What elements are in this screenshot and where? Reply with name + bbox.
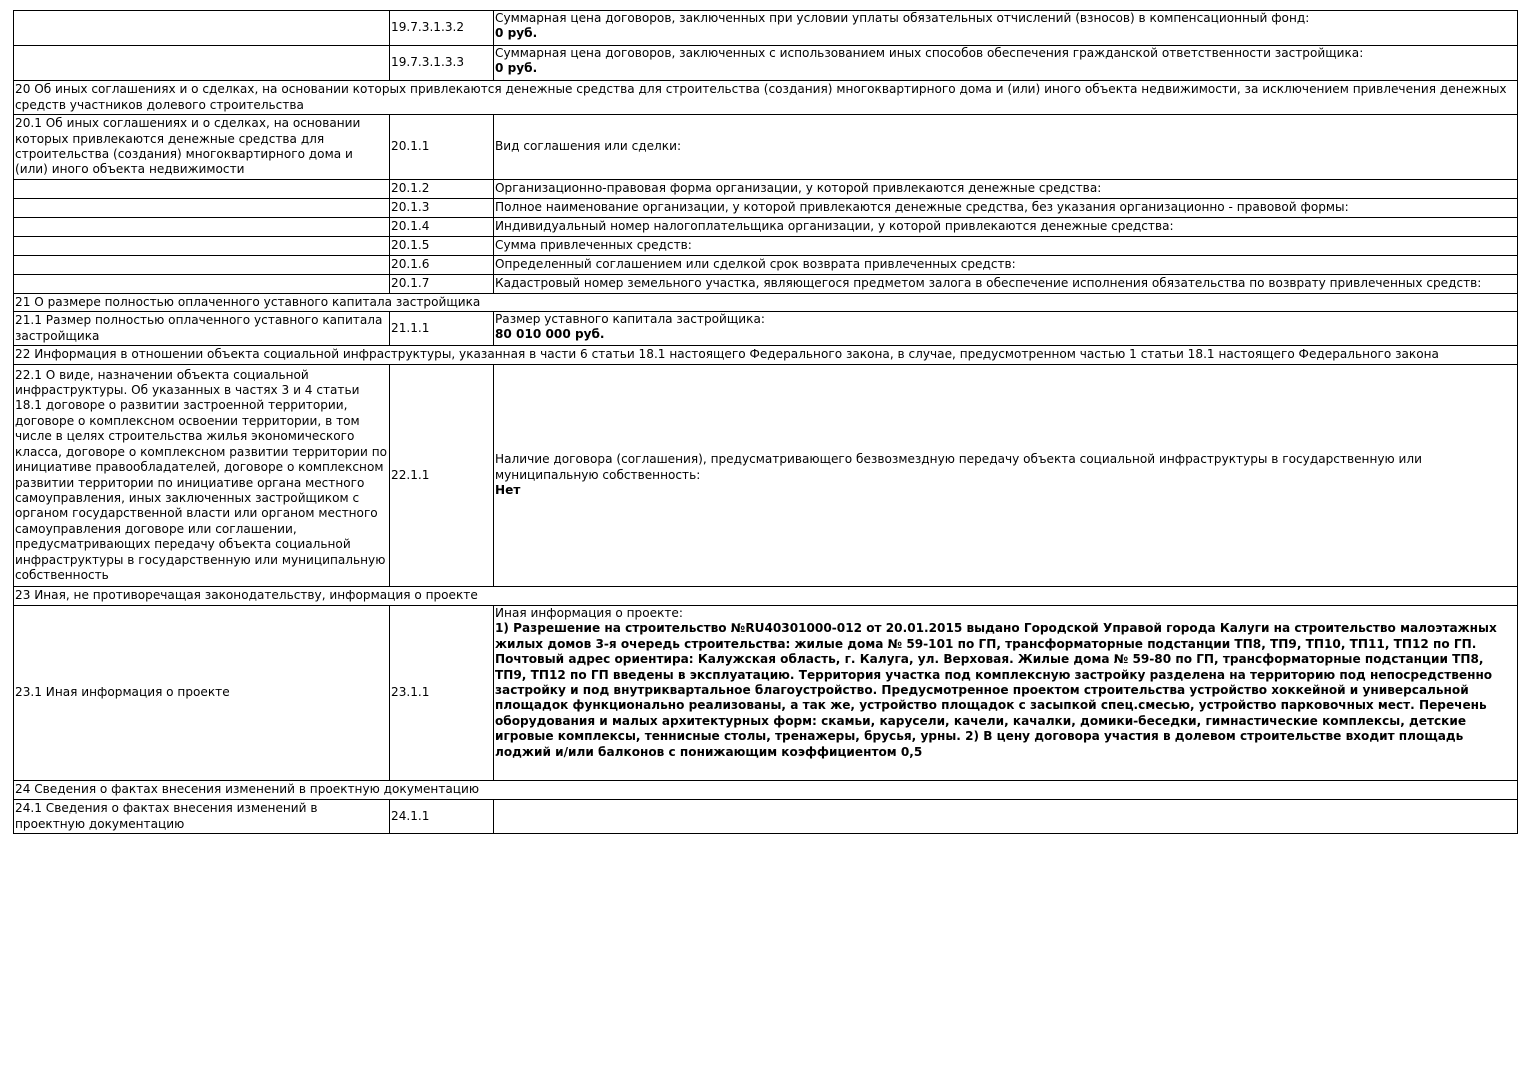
item-code: 20.1.5 [390, 237, 494, 256]
section-title: 22 Информация в отношении объекта социальной инфраструктуры, указанная в части 6 статьи 18.1 настоящего Федерального закона, в случае, предусмотренном частью 1 статьи 18.1 настоящего Федерального закона [14, 346, 1518, 365]
table-row [14, 115, 1518, 180]
subsection-title: 23.1 Иная информация о проекте [14, 606, 390, 781]
item-code: 19.7.3.1.3.3 [390, 46, 494, 81]
section-title: 23 Иная, не противоречащая законодательству, информация о проекте [14, 587, 1518, 606]
subsection-title: 21.1 Размер полностью оплаченного уставного капитала застройщика [14, 312, 390, 346]
section-header-row [14, 781, 1518, 800]
item-description [494, 312, 1518, 346]
item-code: 20.1.2 [390, 180, 494, 199]
item-label: Суммарная цена договоров, заключенных с использованием иных способов обеспечения гражданской ответственности застройщика: [495, 46, 1364, 60]
item-label: Иная информация о проекте: [495, 606, 683, 620]
section-header-row [14, 587, 1518, 606]
item-label: Размер уставного капитала застройщика: [495, 312, 765, 326]
item-label: Сумма привлеченных средств: [494, 237, 1518, 256]
item-description [494, 365, 1518, 587]
declaration-table [13, 10, 1518, 834]
item-label: Вид соглашения или сделки: [494, 115, 1518, 180]
item-code: 24.1.1 [390, 800, 494, 834]
table-row [14, 237, 1518, 256]
section-header-row [14, 346, 1518, 365]
item-code: 20.1.7 [390, 275, 494, 294]
item-code: 20.1.3 [390, 199, 494, 218]
item-label: Кадастровый номер земельного участка, являющегося предметом залога в обеспечение исполнения обязательства по возврату привлеченных средств: [494, 275, 1518, 294]
item-code: 23.1.1 [390, 606, 494, 781]
item-label: Наличие договора (соглашения), предусматривающего безвозмездную передачу объекта социальной инфраструктуры в государственную или муниципальную собственность: [495, 452, 1422, 482]
section-cell [14, 237, 390, 256]
item-value: 0 руб. [495, 61, 538, 76]
subsection-title: 20.1 Об иных соглашениях и о сделках, на основании которых привлекаются денежные средства для строительства (создания) многоквартирного дома и (или) иного объекта недвижимости [14, 115, 390, 180]
subsection-title: 24.1 Сведения о фактах внесения изменений в проектную документацию [14, 800, 390, 834]
item-label: Полное наименование организации, у которой привлекаются денежные средства, без указания организационно - правовой формы: [494, 199, 1518, 218]
table-row [14, 256, 1518, 275]
item-label: Индивидуальный номер налогоплательщика организации, у которой привлекаются денежные средства: [494, 218, 1518, 237]
item-label: Определенный соглашением или сделкой срок возврата привлеченных средств: [494, 256, 1518, 275]
section-title: 24 Сведения о фактах внесения изменений в проектную документацию [14, 781, 1518, 800]
section-header-row [14, 294, 1518, 312]
section-cell [14, 199, 390, 218]
section-cell [14, 180, 390, 199]
item-label: Суммарная цена договоров, заключенных при условии уплаты обязательных отчислений (взносов) в компенсационный фонд: [495, 11, 1310, 25]
item-label: Организационно-правовая форма организации, у которой привлекаются денежные средства: [494, 180, 1518, 199]
item-code: 20.1.6 [390, 256, 494, 275]
section-cell [14, 11, 390, 46]
item-value: 1) Разрешение на строительство №RU40301000-012 от 20.01.2015 выдано Городской Управой города Калуги на строительство малоэтажных жилых домов 3-я очередь строительства: жилые дома № 59-101 по ГП, трансформаторные подстанции ТП8, ТП9, ТП10, ТП11, ТП12 по ГП. Почтовый адрес ориентира: Калужская область, г. Калуга, ул. Верховая. Жилые дома № 59-80 по ГП, трансформаторные подстанции ТП8, ТП9, ТП12 по ГП введены в эксплуатацию. Территория участка под комплексную застройку разделена на территорию под непосредственно застройку и под внутриквартальное благоустройство. Предусмотренное проектом строительства устройство хоккейной и универсальной площадок функционально реализованы, а так же, устройство площадок с засыпкой спец.смесью, устройство парковочных мест. Перечень оборудования и малых архитектурных форм: скамьи, карусели, качели, качалки, домики-беседки, гимнастические комплексы, детские игровые комплексы, теннисные столы, тренажеры, брусья, урны. 2) В цену договора участия в долевом строительстве входит площадь лоджий и/или балконов с понижающим коэффициентом 0,5 [495, 621, 1497, 759]
item-description [494, 46, 1518, 81]
table-row [14, 800, 1518, 834]
item-code: 21.1.1 [390, 312, 494, 346]
item-value: Нет [495, 483, 521, 498]
table-row [14, 275, 1518, 294]
section-title: 21 О размере полностью оплаченного уставного капитала застройщика [14, 294, 1518, 312]
table-row [14, 365, 1518, 587]
section-title: 20 Об иных соглашениях и о сделках, на основании которых привлекаются денежные средства для строительства (создания) многоквартирного дома и (или) иного объекта недвижимости, за исключением привлечения денежных средств участников долевого строительства [14, 81, 1518, 115]
table-row [14, 46, 1518, 81]
item-code: 22.1.1 [390, 365, 494, 587]
item-code: 19.7.3.1.3.2 [390, 11, 494, 46]
section-header-row [14, 81, 1518, 115]
item-value: 80 010 000 руб. [495, 327, 605, 342]
section-cell [14, 46, 390, 81]
item-code: 20.1.1 [390, 115, 494, 180]
table-row [14, 199, 1518, 218]
item-label [494, 800, 1518, 834]
item-description [494, 606, 1518, 781]
section-cell [14, 275, 390, 294]
section-cell [14, 218, 390, 237]
item-value: 0 руб. [495, 26, 538, 41]
table-row [14, 180, 1518, 199]
subsection-title: 22.1 О виде, назначении объекта социальной инфраструктуры. Об указанных в частях 3 и 4 статьи 18.1 договоре о развитии застроенной территории, договоре о комплексном освоении территории, в том числе в целях строительства жилья экономического класса, договоре о комплексном развитии территории по инициативе правообладателей, договоре о комплексном развитии территории по инициативе органа местного самоуправления, иных заключенных застройщиком с органом государственной власти или органом местного самоуправления договоре или соглашении, предусматривающих передачу объекта социальной инфраструктуры в государственную или муниципальную собственность [14, 365, 390, 587]
table-row [14, 606, 1518, 781]
table-row [14, 11, 1518, 46]
item-description [494, 11, 1518, 46]
section-cell [14, 256, 390, 275]
table-row [14, 312, 1518, 346]
item-code: 20.1.4 [390, 218, 494, 237]
table-row [14, 218, 1518, 237]
